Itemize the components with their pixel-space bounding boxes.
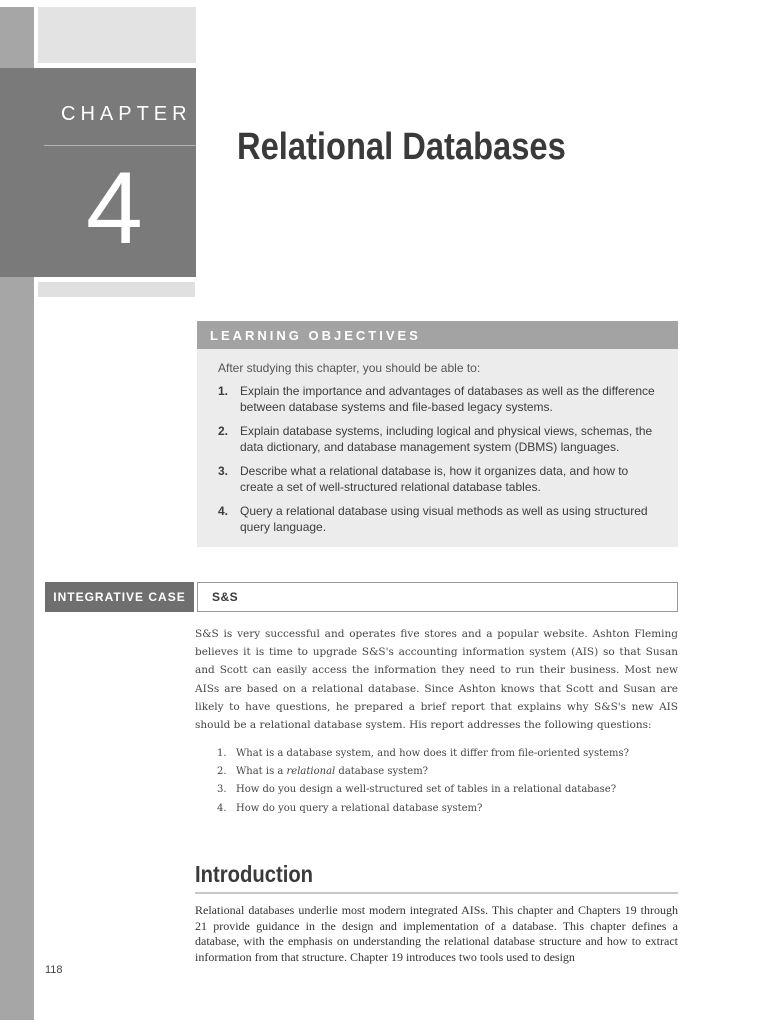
top-decorative-box — [38, 7, 196, 63]
objective-number: 2. — [218, 424, 229, 438]
integrative-case-title-box — [197, 582, 678, 612]
objective-item — [218, 503, 658, 535]
question-text-post: database system? — [335, 766, 429, 778]
learning-objectives-intro: After studying this chapter, you should be able to: — [218, 361, 481, 375]
question-text-emphasis: relational — [286, 766, 336, 778]
objective-item — [218, 463, 658, 495]
objective-item — [218, 423, 658, 455]
introduction-divider — [195, 892, 678, 894]
chapter-label: CHAPTER — [61, 103, 192, 125]
objective-text: Explain database systems, including logical and physical views, schemas, the data dictionary, and database management system (DBMS) languages. — [240, 424, 653, 454]
question-number: 2. — [217, 766, 227, 778]
question-text: How do you query a relational database system? — [236, 802, 483, 814]
learning-objectives-heading: LEARNING OBJECTIVES — [210, 327, 421, 343]
chapter-under-bar — [38, 282, 195, 297]
chapter-divider — [44, 145, 196, 146]
question-text: What is a database system, and how does it differ from file-oriented systems? — [236, 748, 629, 759]
objective-text: Query a relational database using visual methods as well as using structured query language. — [240, 504, 648, 534]
question-number: 1. — [217, 748, 227, 759]
case-questions-list — [217, 745, 677, 818]
objective-text: Explain the importance and advantages of databases as well as the difference between database systems and file-based legacy systems. — [240, 384, 655, 414]
integrative-case-paragraph: S&S is very successful and operates five stores and a popular website. Ashton Fleming believes it is time to upgrade S&S's accounting information system (AIS) so that Susan and Scott can easily access the information they need to run their business. Most new AISs are based on a relational database. Since Ashton knows that Scott and Susan are likely to have questions, he prepared a brief report that explains why S&S's new AIS should be a relational database system. His report addresses the following questions: — [195, 628, 678, 732]
case-question — [217, 763, 677, 781]
objective-text: Describe what a relational database is, how it organizes data, and how to create a set of well-structured relational database tables. — [240, 464, 629, 494]
page-number: 118 — [45, 964, 63, 976]
learning-objectives-header — [197, 321, 678, 349]
case-question — [217, 745, 677, 763]
learning-objectives-list — [218, 383, 658, 543]
objective-number: 1. — [218, 384, 229, 398]
objective-item — [218, 383, 658, 415]
chapter-title: Relational Databases — [237, 126, 566, 168]
question-text: How do you design a well-structured set of tables in a relational database? — [236, 784, 617, 796]
objective-number: 3. — [218, 464, 229, 478]
case-question — [217, 781, 677, 799]
introduction-paragraph: Relational databases underlie most modern integrated AISs. This chapter and Chapters 19 through 21 provide guidance in the design and implementation of a database. This chapter defines a database, with the emphasis on understanding the relational database structure and how to extract information from that structure. Chapter 19 introduces two tools used to design — [195, 903, 678, 964]
learning-objectives-box — [197, 321, 678, 547]
introduction-heading: Introduction — [195, 861, 314, 887]
question-text — [236, 763, 428, 781]
case-question — [217, 800, 677, 818]
integrative-case-label: INTEGRATIVE CASE — [45, 582, 194, 612]
question-text-pre: What is a — [236, 766, 287, 778]
question-number: 3. — [217, 784, 227, 796]
objective-number: 4. — [218, 504, 229, 518]
question-number: 4. — [217, 802, 227, 814]
integrative-case-title: S&S — [212, 590, 239, 604]
chapter-number: 4 — [86, 151, 143, 265]
